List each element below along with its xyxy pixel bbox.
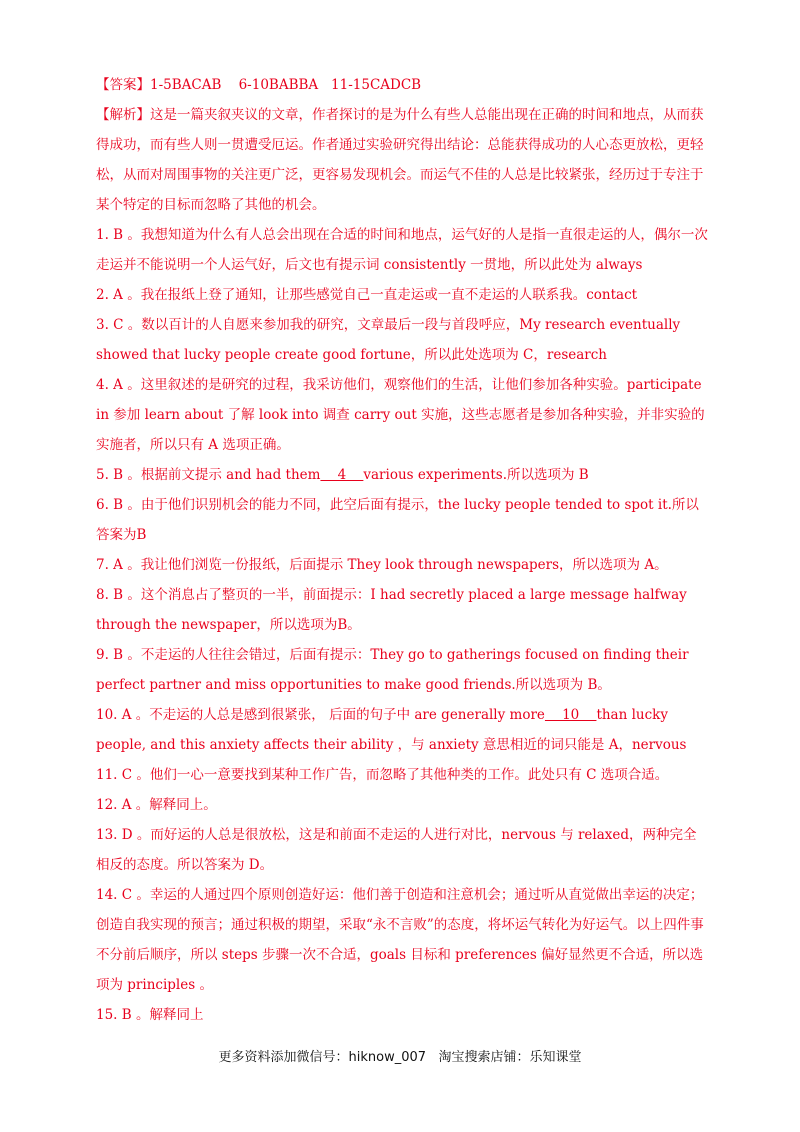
item-number: 1. B <box>96 227 124 243</box>
explanation-item-7 <box>96 550 708 580</box>
explanation-item-3 <box>96 310 708 370</box>
item-number: 7. A <box>96 557 123 573</box>
item-text: 。他们一心一意要找到某种工作广告，而忽略了其他种类的工作。此处只有 C 选项合适。 <box>132 767 669 783</box>
explanation-item-15 <box>96 1000 708 1030</box>
item-text: 。不走运的人总是感到很紧张， 后面的句子中 are generally more <box>131 707 545 723</box>
item-text: 。这个消息占了整页的一半，前面提示：I had secretly placed a large message halfway through the newspaper，所以选项为B。 <box>96 587 687 633</box>
analysis-paragraph <box>96 100 708 220</box>
item-number: 13. D <box>96 827 133 843</box>
item-text: 。我在报纸上登了通知，让那些感觉自己一直走运或一直不走运的人联系我。contact <box>122 287 638 303</box>
analysis-label: 【解析】 <box>96 107 150 123</box>
item-text-after: than lucky people, and this anxiety affects their ability ，与 anxiety 意思相近的词只能是 A，nervous <box>96 707 687 753</box>
explanation-item-14 <box>96 880 708 1000</box>
explanation-item-1 <box>96 220 708 280</box>
explanation-item-2 <box>96 280 708 310</box>
item-number: 11. C <box>96 767 133 783</box>
item-number: 14. C <box>96 887 133 903</box>
item-text: 。数以百计的人自愿来参加我的研究，文章最后一段与首段呼应，My research eventually showed that lucky people create good fortune，所以此处选项为 C，research <box>96 317 681 363</box>
explanation-item-13 <box>96 820 708 880</box>
item-text: 。幸运的人通过四个原则创造好运：他们善于创造和注意机会；通过听从直觉做出幸运的决定；创造自我实现的预言；通过积极的期望，采取“永不言败”的态度，将坏运气转化为好运气。以上四件事不分前后顺序，所以 steps 步骤一次不合适，goals 目标和 preferences 偏好显然更不合适，所以选项为 principles 。 <box>96 887 704 993</box>
explanation-item-10 <box>96 700 708 760</box>
item-text: 。解释同上。 <box>131 797 217 813</box>
explanation-item-6 <box>96 490 708 550</box>
analysis-text: 这是一篇夹叙夹议的文章，作者探讨的是为什么有些人总能出现在正确的时间和地点，从而获得成功，而有些人则一贯遭受厄运。作者通过实验研究得出结论：总能获得成功的人心态更放松，更轻松，从而对周围事物的关注更广泛，更容易发现机会。而运气不佳的人总是比较紧张，经历过于专注于某个特定的目标而忽略了其他的机会。 <box>96 107 704 213</box>
item-text: 。不走运的人往往会错过，后面有提示：They go to gatherings focused on finding their perfect partner and miss opportunities to make good friends.所以选项为 B。 <box>96 647 689 693</box>
item-number: 6. B <box>96 497 124 513</box>
blank-number: 4 <box>320 467 364 483</box>
explanation-item-4 <box>96 370 708 460</box>
item-number: 12. A <box>96 797 132 813</box>
item-number: 5. B <box>96 467 124 483</box>
explanation-item-9 <box>96 640 708 700</box>
item-text-after: various experiments.所以选项为 B <box>363 467 589 483</box>
item-number: 4. A <box>96 377 123 393</box>
item-number: 10. A <box>96 707 132 723</box>
explanation-item-11 <box>96 760 708 790</box>
item-text: 。我让他们浏览一份报纸，后面提示 They look through newspapers，所以选项为 A。 <box>122 557 668 573</box>
page-footer: 更多资料添加微信号：hiknow_007 淘宝搜索店铺：乐知课堂 <box>218 1050 582 1065</box>
item-text: 。根据前文提示 and had them <box>123 467 321 483</box>
item-number: 9. B <box>96 647 124 663</box>
item-number: 8. B <box>96 587 124 603</box>
explanation-item-8 <box>96 580 708 640</box>
item-text: 。而好运的人总是很放松，这是和前面不走运的人进行对比，nervous 与 relaxed，两种完全相反的态度。所以答案为 D。 <box>96 827 697 873</box>
explanation-item-5 <box>96 460 708 490</box>
item-text: 。这里叙述的是研究的过程，我采访他们，观察他们的生活，让他们参加各种实验。participate in 参加 learn about 了解 look into 调查 carry out 实施，这些志愿者是参加各种实验，并非实验的实施者，所以只有 A 选项正确。 <box>96 377 705 453</box>
item-number: 15. B <box>96 1007 132 1023</box>
answer-line <box>96 70 708 100</box>
answer-label: 【答案】 <box>96 77 150 93</box>
item-number: 2. A <box>96 287 123 303</box>
item-text: 。解释同上 <box>131 1007 204 1023</box>
item-number: 3. C <box>96 317 124 333</box>
answer-text: 1-5BACAB 6-10BABBA 11-15CADCB <box>150 77 422 93</box>
explanation-item-12 <box>96 790 708 820</box>
item-text: 。我想知道为什么有人总会出现在合适的时间和地点，运气好的人是指一直很走运的人，偶尔一次走运并不能说明一个人运气好，后文也有提示词 consistently 一贯地，所以此处为 always <box>96 227 708 273</box>
answer-analysis-document <box>96 70 708 1030</box>
item-text: 。由于他们识别机会的能力不同，此空后面有提示，the lucky people tended to spot it.所以答案为B <box>96 497 699 543</box>
blank-number: 10 <box>544 707 597 723</box>
